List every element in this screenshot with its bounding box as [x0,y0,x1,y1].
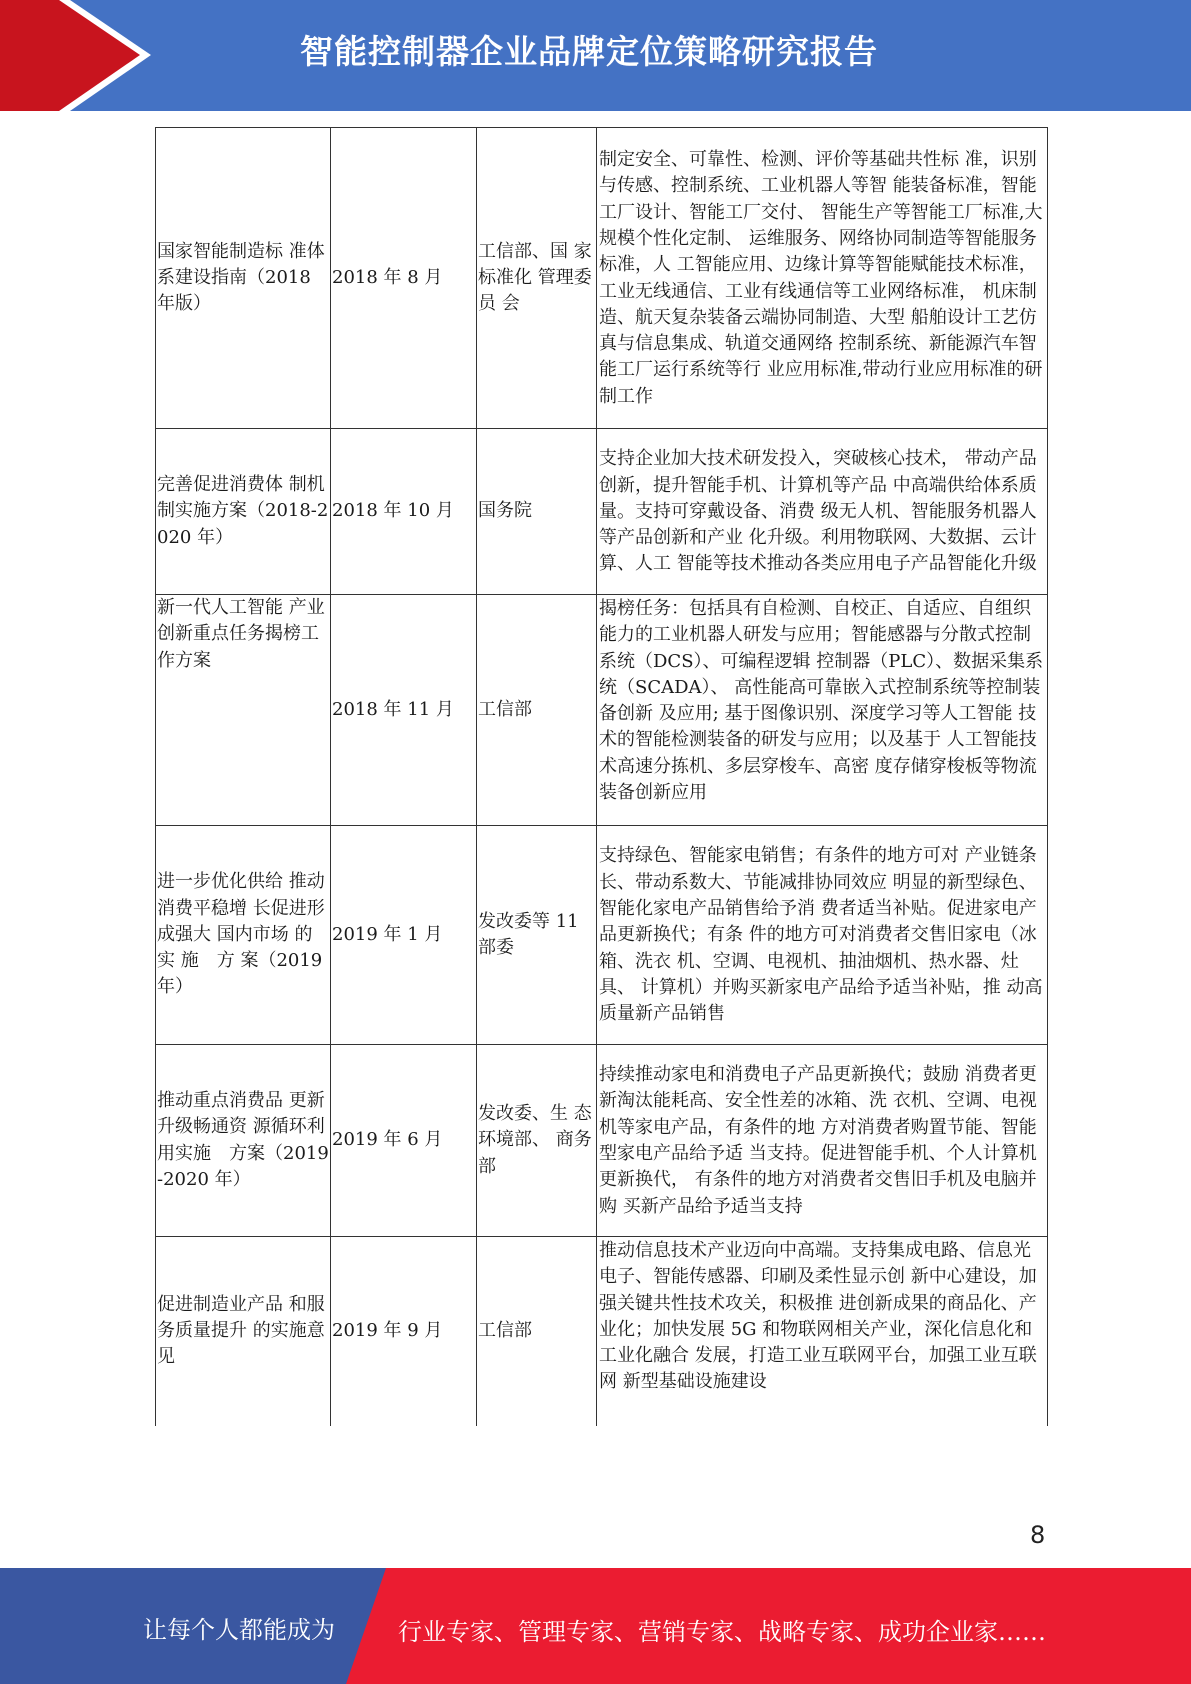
policy-name-cell: 促进制造业产品 和服务质量提升 的实施意见 [156,1237,331,1426]
policy-date-cell: 2019 年 6 月 [331,1045,477,1237]
table-row [156,826,1048,1045]
table-row [156,1237,1048,1426]
policy-date-cell: 2019 年 9 月 [331,1237,477,1426]
policy-dept-cell: 发改委等 11 部委 [477,826,597,1045]
policy-dept-cell: 国务院 [477,429,597,595]
policy-content-cell: 推动信息技术产业迈向中高端。支持集成电路、信息光电子、智能传感器、印刷及柔性显示创 新中心建设，加强关键共性技术攻关，积极推 进创新成果的商品化、产业化；加快发展 5G 和物联网相关产业，深化信息化和工业化融合 发展，打造工业互联网平台，加强工业互联网 新型基础设施建设 [597,1237,1048,1426]
document-title: 智能控制器企业品牌定位策略研究报告 [300,32,878,71]
policy-content-cell: 持续推动家电和消费电子产品更新换代；鼓励 消费者更新淘汰能耗高、安全性差的冰箱、洗 衣机、空调、电视机等家电产品，有条件的地 方对消费者购置节能、智能型家电产品给予适 当支持。促进智能手机、个人计算机更新换代， 有条件的地方对消费者交售旧手机及电脑并购 买新产品给予适当支持 [597,1045,1048,1237]
policy-dept-cell: 工信部、国 家标准化 管理委员 会 [477,128,597,429]
table-row [156,128,1048,429]
policy-name-cell: 推动重点消费品 更新升级畅通资 源循环利用实施 方案（2019-2020 年） [156,1045,331,1237]
footer-slogan-right: 行业专家、管理专家、营销专家、战略专家、成功企业家…… [398,1618,1046,1646]
policy-content-cell: 制定安全、可靠性、检测、评价等基础共性标 准，识别与传感、控制系统、工业机器人等智 能装备标准，智能工厂设计、智能工厂交付、 智能生产等智能工厂标准,大规模个性化定制、 运维服务、网络协同制造等智能服务标准，人 工智能应用、边缘计算等智能赋能技术标准， 工业无线通信、工业有线通信等工业网络标准， 机床制造、航天复杂装备云端协同制造、大型 船舶设计工艺仿真与信息集成、轨道交通网络 控制系统、新能源汽车智能工厂运行系统等行 业应用标准,带动行业应用标准的研制工作 [597,128,1048,429]
policy-date-cell: 2018 年 11 月 [331,595,477,826]
policy-dept-cell: 发改委、生 态环境部、 商务部 [477,1045,597,1237]
page-footer [0,1568,1191,1684]
page-number: 8 [1030,1521,1046,1549]
policy-date-cell: 2018 年 8 月 [331,128,477,429]
policy-date-cell: 2019 年 1 月 [331,826,477,1045]
policy-dept-cell: 工信部 [477,595,597,826]
page-header [0,0,1191,111]
table-row [156,1045,1048,1237]
policy-content-cell: 支持绿色、智能家电销售；有条件的地方可对 产业链条长、带动系数大、节能减排协同效应 明显的新型绿色、智能化家电产品销售给予消 费者适当补贴。促进家电产品更新换代；有条 件的地方可对消费者交售旧家电（冰箱、洗衣 机、空调、电视机、抽油烟机、热水器、灶具、 计算机）并购买新家电产品给予适当补贴，推 动高质量新产品销售 [597,826,1048,1045]
policy-name-cell: 新一代人工智能 产业创新重点任务揭榜工作方案 [156,595,331,826]
policy-table [155,127,1048,1426]
footer-slogan-left: 让每个人都能成为 [143,1616,335,1644]
policy-date-cell: 2018 年 10 月 [331,429,477,595]
header-arrow-icon [0,0,140,111]
policy-dept-cell: 工信部 [477,1237,597,1426]
policy-content-cell: 揭榜任务：包括具有自检测、自校正、自适应、自组织能力的工业机器人研发与应用；智能感器与分散式控制系统（DCS）、可编程逻辑 控制器（PLC）、数据采集系统（SCADA）、 高性能高可靠嵌入式控制系统等控制装备创新 及应用; 基于图像识别、深度学习等人工智能 技术的智能检测装备的研发与应用；以及基于 人工智能技术高速分拣机、多层穿梭车、高密 度存储穿梭板等物流装备创新应用 [597,595,1048,826]
policy-content-cell: 支持企业加大技术研发投入，突破核心技术， 带动产品创新，提升智能手机、计算机等产品 中高端供给体系质量。支持可穿戴设备、消费 级无人机、智能服务机器人等产品创新和产业 化升级。利用物联网、大数据、云计算、人工 智能等技术推动各类应用电子产品智能化升级 [597,429,1048,595]
table-row [156,595,1048,826]
policy-name-cell: 国家智能制造标 准体系建设指南（2018 年版） [156,128,331,429]
table-row [156,429,1048,595]
policy-name-cell: 完善促进消费体 制机制实施方案（2018-2020 年） [156,429,331,595]
policy-name-cell: 进一步优化供给 推动消费平稳增 长促进形成强大 国内市场 的 实 施 方 案（2019 年） [156,826,331,1045]
